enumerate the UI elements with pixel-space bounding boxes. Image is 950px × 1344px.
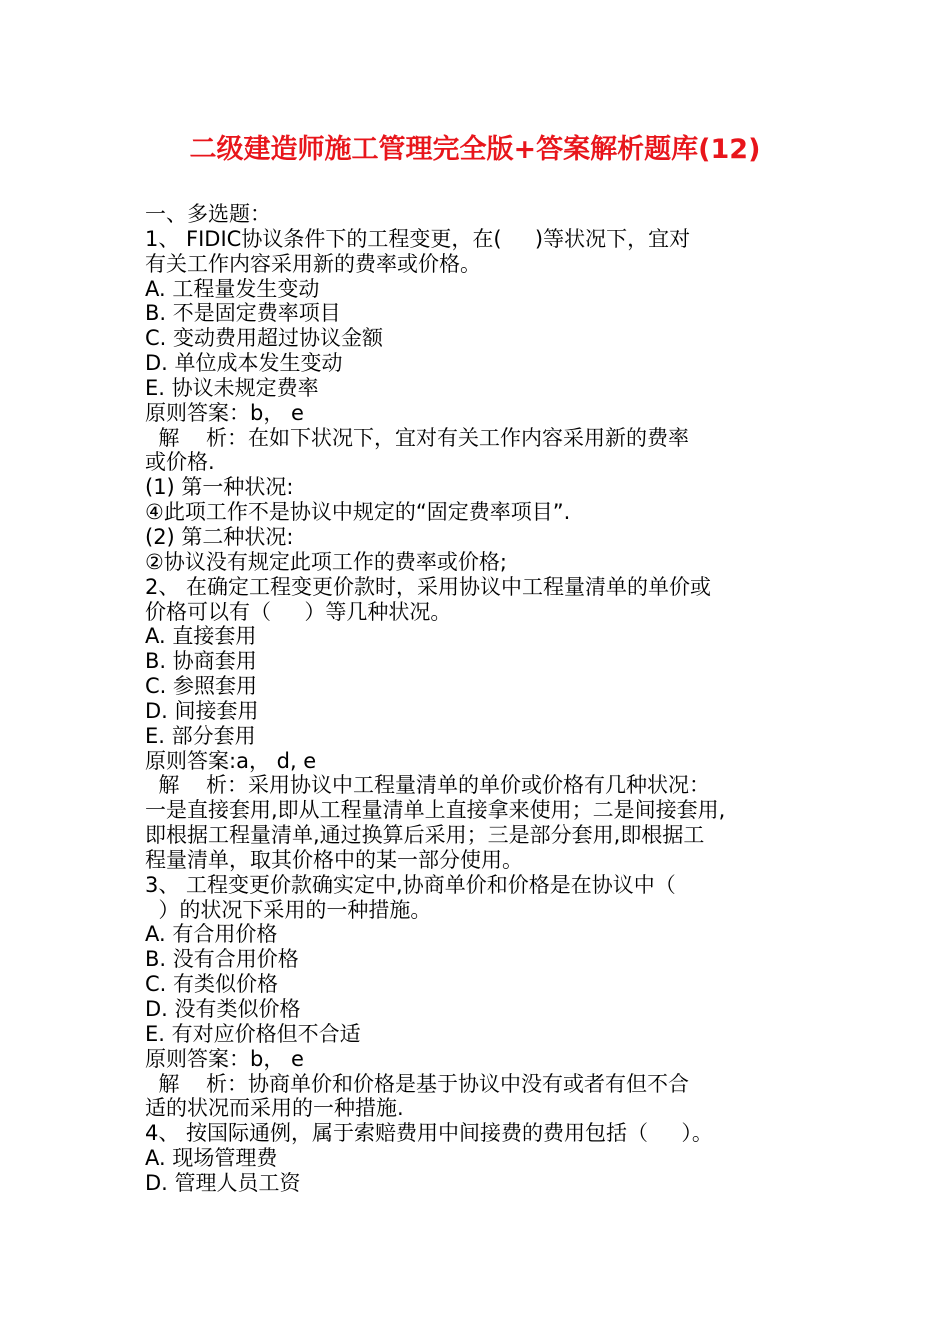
question-3-text-cont: ）的状况下采用的一种措施。 (145, 897, 432, 922)
q2-explanation-cont: 程量清单，取其价格中的某一部分使用。 (145, 847, 523, 872)
q1-explanation: 解 析：在如下状况下，宜对有关工作内容采用新的费率 (145, 425, 690, 450)
q3-option-d: D. 没有类似价格 (145, 997, 301, 1021)
q1-explanation-item: (1) 第一种状况: (145, 475, 294, 500)
question-3-text: 3、 工程变更价款确实定中,协商单价和价格是在协议中（ (145, 872, 676, 897)
q1-explanation-item: (2) 第二种状况: (145, 524, 294, 549)
q3-option-c: C. 有类似价格 (145, 972, 279, 997)
q3-explanation-cont: 适的状况而采用的一种措施. (145, 1096, 404, 1121)
q2-option-a: A. 直接套用 (145, 624, 257, 649)
q2-option-d: D. 间接套用 (145, 698, 259, 723)
q1-option-c: C. 变动费用超过协议金额 (145, 326, 384, 351)
q3-answer: 原则答案：b， e (145, 1046, 304, 1071)
question-2-text: 2、 在确定工程变更价款时，采用协议中工程量清单的单价或 (145, 574, 712, 599)
q3-option-b: B. 没有合用价格 (145, 947, 299, 972)
section-heading: 一、多选题： (145, 202, 271, 226)
q1-option-a: A. 工程量发生变动 (145, 276, 320, 301)
q1-option-d: D. 单位成本发生变动 (145, 351, 343, 376)
q3-option-e: E. 有对应价格但不合适 (145, 1021, 361, 1046)
q2-explanation-cont: 即根据工程量清单,通过换算后采用；三是部分套用,即根据工 (145, 823, 705, 848)
q3-option-a: A. 有合用价格 (145, 922, 278, 947)
q2-option-b: B. 协商套用 (145, 649, 257, 674)
q2-explanation: 解 析：采用协议中工程量清单的单价或价格有几种状况： (145, 773, 711, 798)
q2-option-e: E. 部分套用 (145, 723, 256, 748)
question-1-text-cont: 有关工作内容采用新的费率或价格。 (145, 251, 481, 276)
q4-option-a: A. 现场管理费 (145, 1146, 278, 1171)
q1-explanation-cont: 或价格. (145, 450, 215, 475)
question-1-text: 1、 FIDIC协议条件下的工程变更，在( )等状况下，宜对 (145, 226, 691, 251)
q1-answer: 原则答案：b， e (145, 400, 304, 425)
q4-option-d: D. 管理人员工资 (145, 1170, 301, 1195)
q2-option-c: C. 参照套用 (145, 674, 258, 699)
question-2-text-cont: 价格可以有（ ）等几种状况。 (145, 599, 452, 624)
q2-explanation-cont: 一是直接套用,即从工程量清单上直接拿来使用；二是间接套用, (145, 798, 726, 823)
q1-option-b: B. 不是固定费率项目 (145, 301, 341, 326)
document-body (145, 202, 809, 1196)
document-title: 二级建造师施工管理完全版+答案解析题库(12) (189, 134, 761, 165)
q2-answer: 原则答案:a， d, e (145, 748, 317, 773)
q1-explanation-item: ④此项工作不是协议中规定的“固定费率项目”. (145, 500, 571, 525)
q3-explanation: 解 析：协商单价和价格是基于协议中没有或者有但不合 (145, 1071, 690, 1096)
q1-option-e: E. 协议未规定费率 (145, 375, 319, 400)
question-4-text: 4、 按国际通例，属于索赔费用中间接费的费用包括（ ）。 (145, 1121, 713, 1146)
q1-explanation-item: ②协议没有规定此项工作的费率或价格; (145, 549, 507, 574)
